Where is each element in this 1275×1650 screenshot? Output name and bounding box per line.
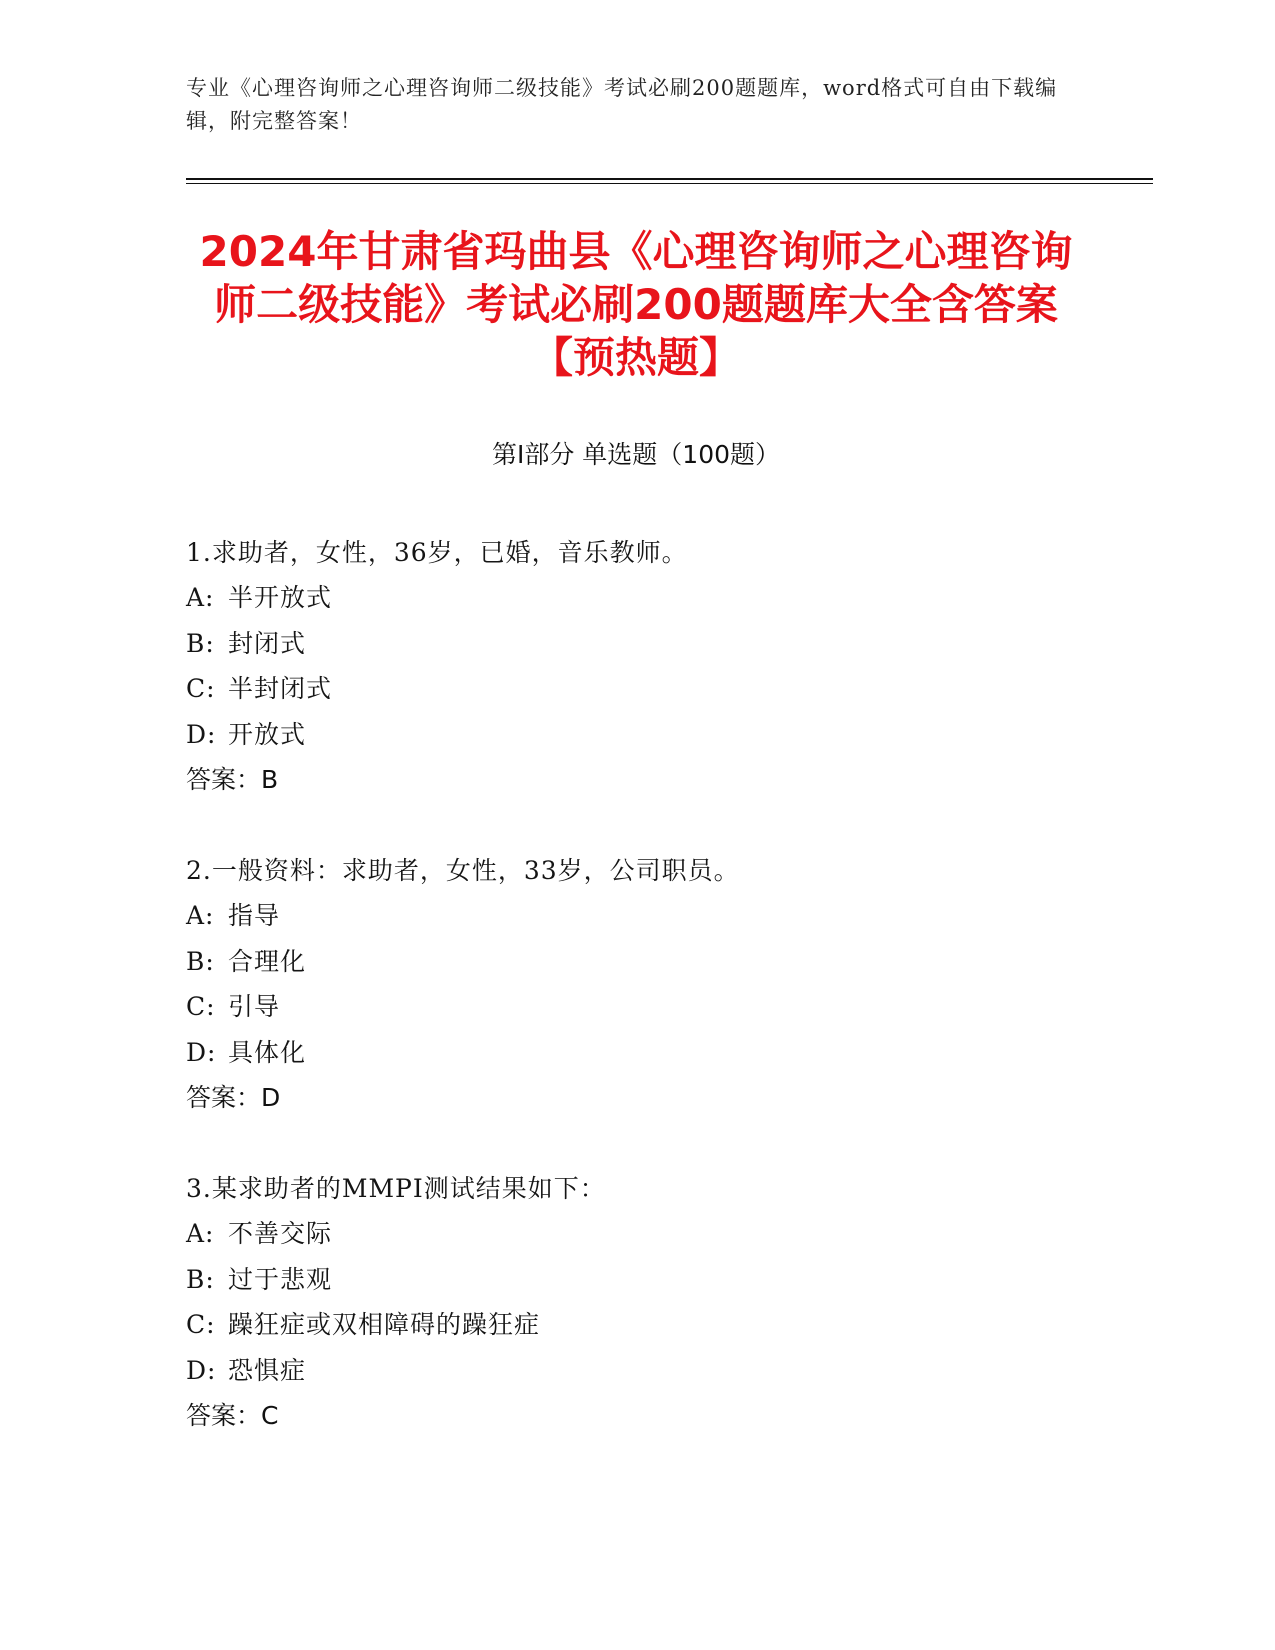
intro-note: 专业《心理咨询师之心理咨询师二级技能》考试必刷200题题库，word格式可自由下载编辑，附完整答案！ <box>186 76 1058 133</box>
option-text: 躁狂症或双相障碍的躁狂症 <box>228 1310 541 1340</box>
option-label: A: <box>186 583 215 613</box>
section-heading: 第I部分 单选题（100题） <box>491 440 781 469</box>
option-label: C: <box>186 992 216 1022</box>
option-label: C: <box>186 674 216 704</box>
option-label: B: <box>186 1264 215 1294</box>
option-label: C: <box>186 1310 216 1340</box>
option-text: 不善交际 <box>228 1219 333 1249</box>
option-label: B: <box>186 946 215 976</box>
option-text: 引导 <box>228 992 281 1022</box>
option-a <box>186 575 1086 620</box>
option-text: 开放式 <box>228 719 307 749</box>
option-a <box>186 893 1086 938</box>
option-b <box>186 621 1086 666</box>
question-1 <box>186 530 1086 802</box>
option-text: 封闭式 <box>228 628 307 658</box>
option-label: B: <box>186 628 215 658</box>
option-label: D: <box>186 1037 217 1067</box>
option-d <box>186 1030 1086 1075</box>
option-text: 半封闭式 <box>228 674 333 704</box>
option-b <box>186 939 1086 984</box>
option-text: 过于悲观 <box>228 1264 333 1294</box>
option-d <box>186 712 1086 757</box>
option-label: A: <box>186 901 215 931</box>
question-2 <box>186 848 1086 1120</box>
option-text: 恐惧症 <box>228 1355 307 1385</box>
option-c <box>186 666 1086 711</box>
header-divider-thick <box>186 178 1153 180</box>
option-text: 具体化 <box>228 1037 307 1067</box>
option-text: 指导 <box>228 901 281 931</box>
header-divider-thin <box>186 183 1153 184</box>
option-text: 半开放式 <box>228 583 333 613</box>
option-text: 合理化 <box>228 946 307 976</box>
answer-line: 答案：C <box>186 1400 279 1430</box>
answer-line: 答案：D <box>186 1082 281 1112</box>
question-stem: 1.求助者，女性，36岁，已婚，音乐教师。 <box>186 538 688 567</box>
document-title: 2024年甘肃省玛曲县《心理咨询师之心理咨询师二级技能》考试必刷200题题库大全含答案【预热题】 <box>199 227 1073 382</box>
option-label: D: <box>186 1355 217 1385</box>
question-stem: 2.一般资料：求助者，女性，33岁，公司职员。 <box>186 856 740 885</box>
option-label: D: <box>186 719 217 749</box>
option-c <box>186 984 1086 1029</box>
option-b <box>186 1257 1086 1302</box>
question-3 <box>186 1166 1086 1438</box>
option-d <box>186 1348 1086 1393</box>
question-stem: 3.某求助者的MMPI测试结果如下： <box>186 1174 606 1203</box>
answer-line: 答案：B <box>186 764 279 794</box>
option-label: A: <box>186 1219 215 1249</box>
option-a <box>186 1211 1086 1256</box>
option-c <box>186 1302 1086 1347</box>
